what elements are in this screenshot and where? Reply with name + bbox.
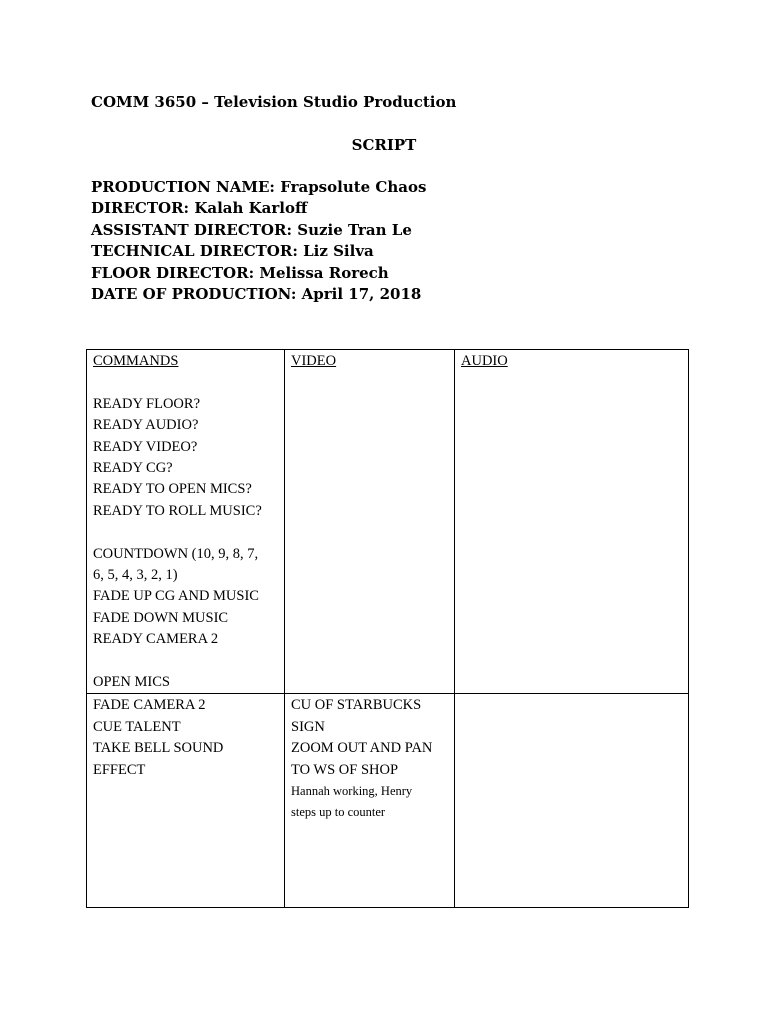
info-label: FLOOR DIRECTOR: (91, 263, 255, 282)
date-of-production-line (91, 285, 426, 306)
info-value: Suzie Tran Le (297, 220, 412, 239)
video-header: VIDEO (291, 353, 337, 369)
command-line: TAKE BELL SOUND (93, 740, 224, 757)
commands-cell (87, 350, 285, 694)
commands-cell (87, 694, 285, 908)
command-line: READY TO OPEN MICS? (93, 481, 252, 498)
command-line: READY CG? (93, 460, 173, 477)
video-cell (285, 694, 455, 908)
info-label: ASSISTANT DIRECTOR: (91, 220, 292, 239)
audio-cell (455, 694, 689, 908)
video-note-line: steps up to counter (291, 805, 386, 820)
command-line: READY FLOOR? (93, 395, 201, 412)
script-table (86, 349, 689, 908)
production-info (91, 178, 426, 306)
info-value: Melissa Rorech (259, 263, 389, 282)
video-line: CU OF STARBUCKS (291, 697, 422, 714)
info-value: Liz Silva (303, 242, 374, 261)
info-label: DIRECTOR: (91, 199, 190, 218)
floor-director-line (91, 264, 426, 285)
command-line: EFFECT (93, 761, 146, 778)
audio-header: AUDIO (461, 353, 508, 369)
command-line: FADE DOWN MUSIC (93, 609, 229, 626)
command-line: READY TO ROLL MUSIC? (93, 502, 262, 519)
info-label: TECHNICAL DIRECTOR: (91, 242, 298, 261)
video-line: TO WS OF SHOP (291, 761, 399, 778)
command-line: READY CAMERA 2 (93, 631, 219, 648)
command-line: CUE TALENT (93, 718, 181, 735)
video-line: SIGN (291, 718, 325, 735)
commands-header: COMMANDS (93, 353, 179, 369)
info-value: Frapsolute Chaos (280, 178, 427, 196)
table-row (87, 694, 689, 908)
video-cell (285, 350, 455, 694)
info-label: PRODUCTION NAME: (91, 178, 275, 196)
video-note-line: Hannah working, Henry (291, 784, 413, 799)
command-line: 6, 5, 4, 3, 2, 1) (93, 567, 178, 584)
course-title: COMM 3650 – Television Studio Production (91, 93, 457, 111)
info-value: Kalah Karloff (194, 199, 308, 218)
command-line: READY AUDIO? (93, 417, 199, 434)
command-line: READY VIDEO? (93, 438, 198, 455)
command-line: FADE UP CG AND MUSIC (93, 588, 259, 605)
command-line: COUNTDOWN (10, 9, 8, 7, (93, 545, 259, 562)
document-type-heading: SCRIPT (351, 136, 417, 154)
audio-cell (455, 350, 689, 694)
technical-director-line (91, 242, 426, 263)
director-line (91, 199, 426, 220)
assistant-director-line (91, 221, 426, 242)
command-line: OPEN MICS (93, 674, 170, 691)
video-line: ZOOM OUT AND PAN (291, 740, 433, 757)
production-name-line (91, 178, 426, 199)
info-label: DATE OF PRODUCTION: (91, 284, 297, 303)
command-line: FADE CAMERA 2 (93, 697, 206, 714)
info-value: April 17, 2018 (301, 284, 422, 303)
table-row (87, 350, 689, 694)
